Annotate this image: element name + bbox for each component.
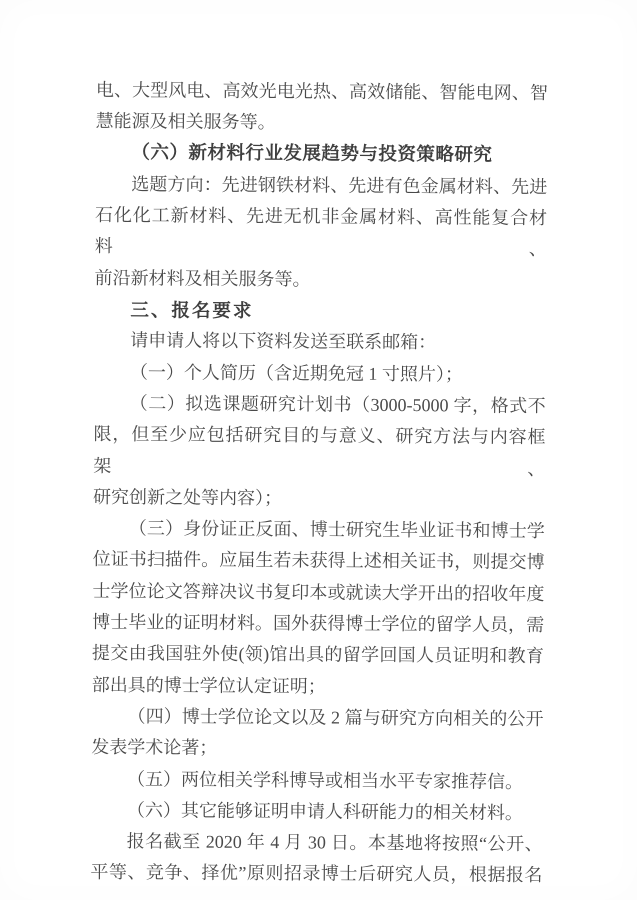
text-line: 发表学术论著； (91, 737, 218, 758)
text-line: 部出具的博士学位认定证明； (91, 674, 326, 697)
section-heading: 三、报名要求 (130, 299, 254, 322)
text-line: 石化化工新材料、先进无机非金属材料、高性能复合材料、 (94, 205, 548, 260)
text-line: 请申请人将以下资料发送至联系邮箱： (130, 330, 437, 353)
text-line: （二）拟选课题研究计划书（3000-5000 字，格式不 (129, 393, 546, 416)
text-line: 限，但至少应包括研究目的与意义、研究方法与内容框架、 (93, 424, 546, 479)
text-line: 士学位论文答辩决议书复印本或就读大学开出的招收年度 (92, 580, 545, 604)
document-body (90, 75, 548, 892)
text-line: 电、大型风电、高效光电光热、高效储能、智能电网、智 (95, 79, 548, 103)
text-line: （五）两位相关学科博导或相当水平专家推荐信。 (127, 768, 524, 792)
text-line: （四）博士学位论文以及 2 篇与研究方向相关的公开 (127, 706, 544, 729)
text-line: （一）个人简历（含近期免冠 1 寸照片）； (129, 361, 464, 385)
text-line: 慧能源及相关服务等。 (95, 111, 276, 133)
text-line: 博士毕业的证明材料。国外获得博士学位的留学人员，需 (92, 611, 545, 636)
text-line: 前沿新材料及相关服务等。 (94, 267, 311, 290)
section-heading: （六）新材料行业发展趋势与投资策略研究 (131, 142, 493, 166)
text-line: 报名截至 2020 年 4 月 30 日。本基地将按照“公开、 (126, 831, 543, 855)
text-line: 位证书扫描件。应届生若未获得上述相关证书，则提交博 (92, 549, 545, 573)
text-line: （三）身份证正反面、博士研究生毕业证书和博士学 (128, 518, 545, 542)
text-line: 提交由我国驻外使(领)馆出具的留学回国人员证明和教育 (91, 643, 545, 667)
text-line: 研究创新之处等内容）； (92, 486, 283, 509)
text-line: 平等、竞争、择优”原则招录博士后研究人员，根据报名 (90, 862, 543, 886)
text-line: （六）其它能够证明申请人科研能力的相关材料。 (126, 799, 523, 823)
text-line: 选题方向：先进钢铁材料、先进有色金属材料、先进 (131, 173, 548, 197)
